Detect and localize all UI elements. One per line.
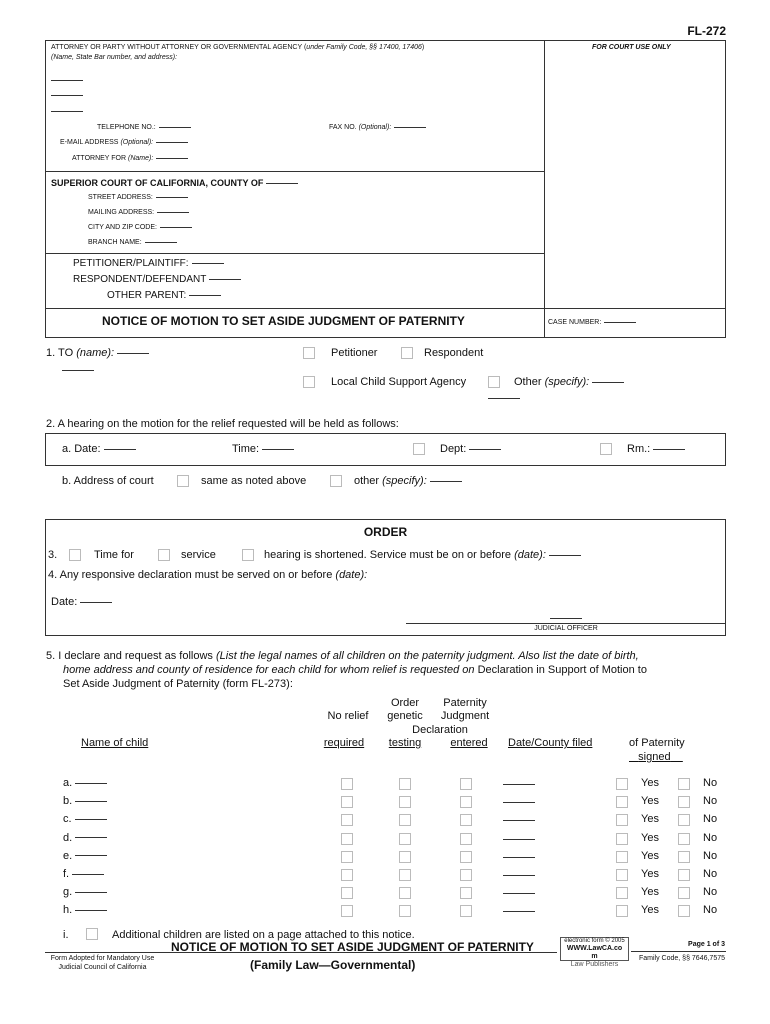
child-row-label (63, 868, 104, 880)
no-label: No (703, 904, 718, 917)
child-name-field[interactable] (75, 819, 107, 820)
yes-label: Yes (641, 886, 659, 899)
item4-text: 4. Any responsive declaration must be served on or before (date): (48, 569, 368, 581)
child-row-letter: c. (63, 813, 72, 826)
child-row-letter: a. (63, 777, 73, 789)
hearing-time-label: Time: (232, 443, 294, 455)
date-county-field[interactable] (503, 893, 535, 894)
dept-label: Dept: (440, 443, 501, 455)
rm-field[interactable] (653, 449, 685, 450)
child-row-label (63, 832, 107, 844)
no-relief-checkbox[interactable] (341, 778, 353, 790)
family-code-reference: Family Code, §§ 7646,7575 (639, 955, 725, 962)
attorney-line-3[interactable] (51, 111, 83, 112)
child-row-label (63, 886, 107, 898)
dept-checkbox[interactable] (413, 443, 425, 455)
local-agency-option: Local Child Support Agency (331, 376, 467, 388)
col-judgment-2: Judgment (440, 710, 490, 722)
judicial-officer-label: JUDICIAL OFFICER (534, 625, 598, 632)
col-genetic-2: genetic (387, 710, 423, 722)
child-row-label (63, 813, 107, 825)
child-name-field[interactable] (72, 874, 104, 875)
email-label: E-MAIL ADDRESS (Optional): (60, 139, 188, 146)
page-number: Page 1 of 3 (688, 941, 725, 948)
adopted-line-2: Judicial Council of California (58, 964, 147, 971)
child-row-label (63, 904, 107, 916)
declaration-no-checkbox[interactable] (678, 814, 690, 826)
no-label: No (703, 777, 718, 789)
col-judgment-3: entered (450, 737, 488, 749)
col-no-relief-2: required (323, 737, 365, 749)
address-of-court-label: b. Address of court (62, 475, 154, 487)
court-title: SUPERIOR COURT OF CALIFORNIA, COUNTY OF (51, 178, 298, 188)
county-field[interactable] (266, 183, 298, 184)
col-genetic-1: Order (390, 697, 420, 709)
notice-title: NOTICE OF MOTION TO SET ASIDE JUDGMENT OF PATERNITY (102, 314, 465, 328)
service-checkbox[interactable] (158, 549, 170, 561)
other-parent-label: OTHER PARENT: (107, 290, 221, 301)
yes-label: Yes (641, 795, 659, 808)
child-row-letter: b. (63, 795, 73, 808)
col-declaration-2: of Paternity (629, 737, 685, 749)
time-for-label: Time for (94, 549, 134, 561)
footer-title: NOTICE OF MOTION TO SET ASIDE JUDGMENT OF PATERNITY (171, 940, 534, 954)
judgment-entered-checkbox[interactable] (460, 833, 472, 845)
no-label: No (703, 886, 718, 899)
declaration-yes-checkbox[interactable] (616, 833, 628, 845)
mailing-field[interactable] (157, 212, 189, 213)
additional-num: i. (63, 929, 69, 941)
judgment-entered-checkbox[interactable] (460, 905, 472, 917)
publisher-name: Law Publishers (570, 961, 619, 968)
telephone-label: TELEPHONE NO.: (97, 124, 191, 131)
col-declaration-3: signed (638, 751, 671, 763)
yes-label: Yes (641, 904, 659, 917)
attorney-line-2[interactable] (51, 95, 83, 96)
footer-subtitle: (Family Law—Governmental) (250, 958, 416, 972)
genetic-testing-checkbox[interactable] (399, 796, 411, 808)
yes-label: Yes (641, 813, 659, 826)
yes-label: Yes (641, 868, 659, 880)
declaration-no-checkbox[interactable] (678, 778, 690, 790)
respondent-option: Respondent (424, 347, 484, 359)
no-relief-checkbox[interactable] (341, 814, 353, 826)
child-name-field[interactable] (75, 910, 107, 911)
child-name-field[interactable] (75, 837, 107, 838)
item3-number: 3. (48, 549, 58, 561)
child-row-label (63, 795, 107, 807)
attorney-for-label: ATTORNEY FOR (Name): (72, 155, 188, 162)
other-parent-field[interactable] (189, 295, 221, 296)
date-county-field[interactable] (503, 802, 535, 803)
genetic-testing-checkbox[interactable] (399, 778, 411, 790)
other-option: Other (specify): (514, 376, 624, 388)
col-genetic-3: testing (388, 737, 422, 749)
fax-label: FAX NO. (Optional): (329, 124, 426, 131)
order-date-field[interactable] (80, 602, 112, 603)
city-zip-field[interactable] (160, 227, 192, 228)
hearing-date-field[interactable] (104, 449, 136, 450)
case-number-field[interactable] (604, 322, 636, 323)
service-label: service (181, 549, 216, 561)
dept-field[interactable] (469, 449, 501, 450)
declaration-yes-checkbox[interactable] (616, 814, 628, 826)
item5-line3: Set Aside Judgment of Paternity (form FL-273): (63, 678, 293, 690)
to-name-line-2[interactable] (62, 370, 94, 371)
attorney-label: ATTORNEY OR PARTY WITHOUT ATTORNEY OR GOVERNMENTAL AGENCY (under Family Code, §§ 17400, 17406) (51, 44, 425, 51)
declaration-no-checkbox[interactable] (678, 851, 690, 863)
declaration-no-checkbox[interactable] (678, 905, 690, 917)
hearing-shortened-label: hearing is shortened. Service must be on or before (date): (264, 549, 581, 561)
judgment-entered-checkbox[interactable] (460, 869, 472, 881)
rm-checkbox[interactable] (600, 443, 612, 455)
respondent-field[interactable] (209, 279, 241, 280)
same-as-above-checkbox[interactable] (177, 475, 189, 487)
petitioner-option: Petitioner (331, 347, 378, 359)
petitioner-label: PETITIONER/PLAINTIFF: (73, 258, 224, 269)
to-name-field[interactable] (117, 353, 149, 354)
child-row-label (63, 850, 107, 862)
genetic-testing-checkbox[interactable] (399, 833, 411, 845)
declaration-yes-checkbox[interactable] (616, 778, 628, 790)
child-row-letter: e. (63, 849, 73, 862)
declaration-no-checkbox[interactable] (678, 869, 690, 881)
col-date-county: Date/County filed (508, 737, 593, 749)
child-row-letter: f. (63, 868, 70, 880)
child-name-field[interactable] (75, 892, 107, 893)
child-row-letter: d. (63, 831, 73, 844)
other-specify-line-2[interactable] (488, 398, 520, 399)
judgment-entered-checkbox[interactable] (460, 814, 472, 826)
attorney-sublabel: (Name, State Bar number, and address): (51, 54, 178, 61)
adopted-line-1: Form Adopted for Mandatory Use (50, 955, 155, 962)
petitioner-checkbox[interactable] (303, 347, 315, 359)
other-specify-field[interactable] (592, 382, 624, 383)
date-county-field[interactable] (503, 857, 535, 858)
no-relief-checkbox[interactable] (341, 833, 353, 845)
child-name-field[interactable] (75, 783, 107, 784)
genetic-testing-checkbox[interactable] (399, 905, 411, 917)
yes-label: Yes (641, 849, 659, 862)
attorney-line-1[interactable] (51, 80, 83, 81)
date-county-field[interactable] (503, 839, 535, 840)
hearing-time-field[interactable] (262, 449, 294, 450)
declaration-yes-checkbox[interactable] (616, 796, 628, 808)
respondent-label: RESPONDENT/DEFENDANT (73, 274, 241, 285)
declaration-no-checkbox[interactable] (678, 887, 690, 899)
no-label: No (703, 849, 718, 862)
no-relief-checkbox[interactable] (341, 869, 353, 881)
hearing-shortened-checkbox[interactable] (242, 549, 254, 561)
declaration-yes-checkbox[interactable] (616, 869, 628, 881)
item2-text: 2. A hearing on the motion for the relief requested will be held as follows: (46, 418, 399, 430)
no-label: No (703, 831, 718, 844)
yes-label: Yes (641, 831, 659, 844)
street-field[interactable] (156, 197, 188, 198)
genetic-testing-checkbox[interactable] (399, 851, 411, 863)
child-row-letter: g. (63, 886, 73, 899)
other-address-field[interactable] (430, 481, 462, 482)
date-county-field[interactable] (503, 875, 535, 876)
declaration-no-checkbox[interactable] (678, 796, 690, 808)
fax-field[interactable] (394, 127, 426, 128)
respondent-checkbox[interactable] (401, 347, 413, 359)
form-number: FL-272 (687, 24, 726, 38)
street-label: STREET ADDRESS: (88, 194, 188, 201)
genetic-testing-checkbox[interactable] (399, 869, 411, 881)
judgment-entered-checkbox[interactable] (460, 851, 472, 863)
rm-label: Rm.: (627, 443, 685, 455)
telephone-field[interactable] (159, 127, 191, 128)
genetic-testing-checkbox[interactable] (399, 887, 411, 899)
court-use-label: FOR COURT USE ONLY (592, 44, 671, 51)
child-name-field[interactable] (75, 855, 107, 856)
order-title: ORDER (363, 525, 408, 539)
branch-field[interactable] (145, 242, 177, 243)
no-label: No (703, 868, 718, 880)
child-name-field[interactable] (75, 801, 107, 802)
judgment-entered-checkbox[interactable] (460, 778, 472, 790)
declaration-yes-checkbox[interactable] (616, 905, 628, 917)
no-label: No (703, 795, 718, 808)
petitioner-field[interactable] (192, 263, 224, 264)
judge-signature-field[interactable] (550, 618, 582, 619)
hearing-date-label: a. Date: (62, 443, 136, 455)
judgment-entered-checkbox[interactable] (460, 796, 472, 808)
genetic-testing-checkbox[interactable] (399, 814, 411, 826)
other-address-checkbox[interactable] (330, 475, 342, 487)
date-county-field[interactable] (503, 820, 535, 821)
hearing-box (45, 433, 726, 466)
time-for-checkbox[interactable] (69, 549, 81, 561)
col-no-relief-1: No relief (327, 710, 369, 722)
judgment-entered-checkbox[interactable] (460, 887, 472, 899)
same-as-above-option: same as noted above (201, 475, 307, 487)
col-declaration-1: Declaration (412, 724, 468, 736)
branch-label: BRANCH NAME: (88, 239, 177, 246)
item5-line2: home address and county of residence for each child for whom relief is requested on Declaration in Support of Motion to (63, 664, 647, 676)
other-address-option: other (specify): (354, 475, 462, 487)
no-relief-checkbox[interactable] (341, 887, 353, 899)
declaration-no-checkbox[interactable] (678, 833, 690, 845)
col-judgment-1: Paternity (443, 697, 487, 709)
declaration-yes-checkbox[interactable] (616, 887, 628, 899)
no-relief-checkbox[interactable] (341, 851, 353, 863)
mailing-label: MAILING ADDRESS: (88, 209, 189, 216)
email-field[interactable] (156, 142, 188, 143)
date-county-field[interactable] (503, 784, 535, 785)
city-zip-label: CITY AND ZIP CODE: (88, 224, 192, 231)
additional-children-label: Additional children are listed on a page attached to this notice. (112, 929, 415, 941)
child-row-label (63, 777, 107, 789)
order-date-label: Date: (51, 596, 112, 608)
attorney-for-field[interactable] (156, 158, 188, 159)
yes-label: Yes (641, 777, 659, 789)
child-row-letter: h. (63, 904, 73, 917)
declaration-yes-checkbox[interactable] (616, 851, 628, 863)
case-number-label: CASE NUMBER: (548, 319, 636, 326)
no-relief-checkbox[interactable] (341, 905, 353, 917)
other-checkbox[interactable] (488, 376, 500, 388)
item1-to: 1. TO (name): (46, 347, 149, 359)
no-label: No (703, 813, 718, 826)
item5-line1: 5. I declare and request as follows (List the legal names of all children on the paternity judgment. Also list the date of birth, (46, 650, 639, 662)
additional-children-checkbox[interactable] (86, 928, 98, 940)
service-date-field[interactable] (549, 555, 581, 556)
local-agency-checkbox[interactable] (303, 376, 315, 388)
publisher-logo: electronic form © 2005 WWW.LawCA.co m (560, 937, 629, 961)
no-relief-checkbox[interactable] (341, 796, 353, 808)
date-county-field[interactable] (503, 911, 535, 912)
col-name-of-child: Name of child (81, 737, 149, 749)
